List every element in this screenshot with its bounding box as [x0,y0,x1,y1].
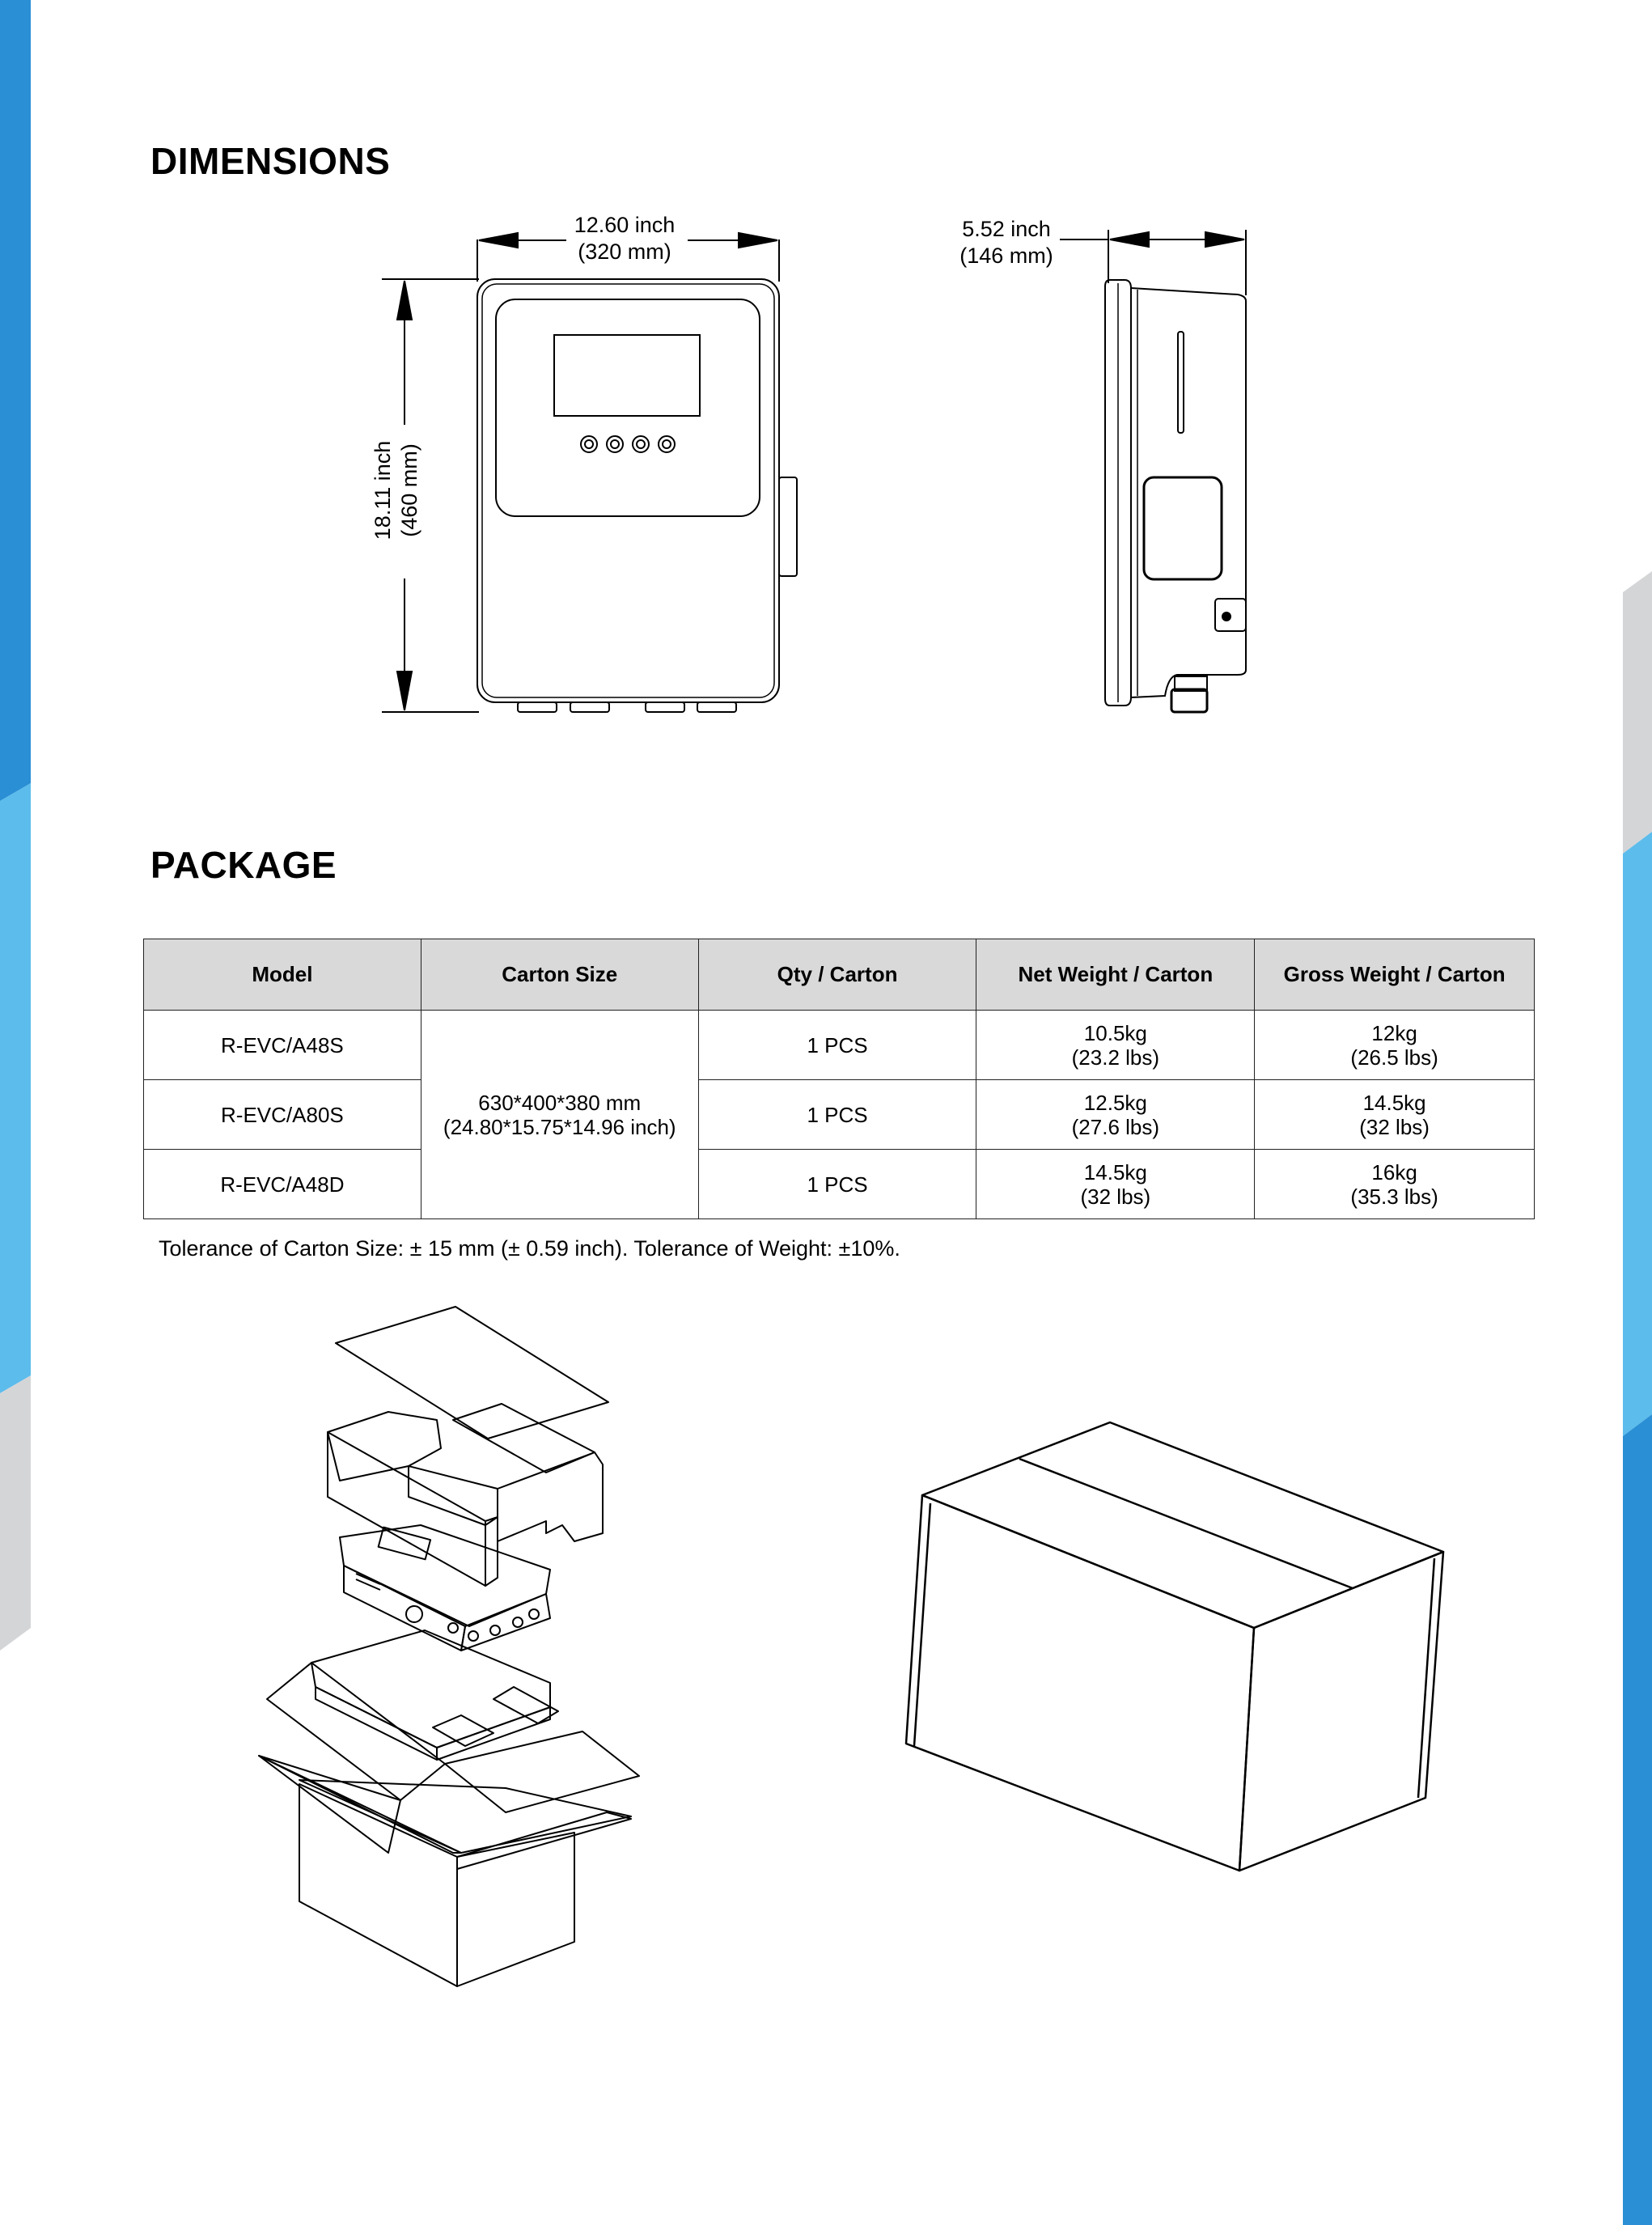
header-qty: Qty / Carton [698,939,976,1011]
height-inch: 18.11 inch [371,440,395,540]
tolerance-note: Tolerance of Carton Size: ± 15 mm (± 0.59 inch). Tolerance of Weight: ±10%. [159,1236,900,1261]
net-lbs: (27.6 lbs) [1071,1114,1160,1139]
gross-lbs: (35.3 lbs) [1350,1184,1438,1209]
gross-lbs: (26.5 lbs) [1350,1045,1438,1070]
depth-mm: (146 mm) [959,244,1053,268]
net-kg: 10.5kg [1083,1020,1147,1045]
cell-qty: 1 PCS [698,1150,976,1219]
package-title: PACKAGE [150,844,337,886]
header-carton-size: Carton Size [421,939,698,1011]
cell-qty: 1 PCS [698,1011,976,1080]
carton-size-inch: (24.80*15.75*14.96 inch) [443,1114,676,1139]
depth-inch: 5.52 inch [962,217,1051,241]
gross-kg: 16kg [1371,1159,1417,1185]
net-lbs: (32 lbs) [1080,1184,1151,1209]
gross-kg: 12kg [1371,1020,1417,1045]
net-lbs: (23.2 lbs) [1071,1045,1160,1070]
width-mm: (320 mm) [578,239,671,264]
cell-model: R-EVC/A80S [144,1080,421,1150]
cell-model: R-EVC/A48S [144,1011,421,1080]
cell-model: R-EVC/A48D [144,1150,421,1219]
cell-qty: 1 PCS [698,1080,976,1150]
net-kg: 14.5kg [1083,1159,1147,1185]
gross-lbs: (32 lbs) [1359,1114,1430,1139]
width-inch: 12.60 inch [574,213,676,237]
header-gross-weight: Gross Weight / Carton [1255,939,1535,1011]
gross-kg: 14.5kg [1362,1090,1426,1115]
height-mm: (460 mm) [397,443,421,537]
header-net-weight: Net Weight / Carton [976,939,1255,1011]
net-kg: 12.5kg [1083,1090,1147,1115]
dimensions-title: DIMENSIONS [150,140,391,182]
carton-size-mm: 630*400*380 mm [478,1090,642,1115]
header-model: Model [144,939,421,1011]
